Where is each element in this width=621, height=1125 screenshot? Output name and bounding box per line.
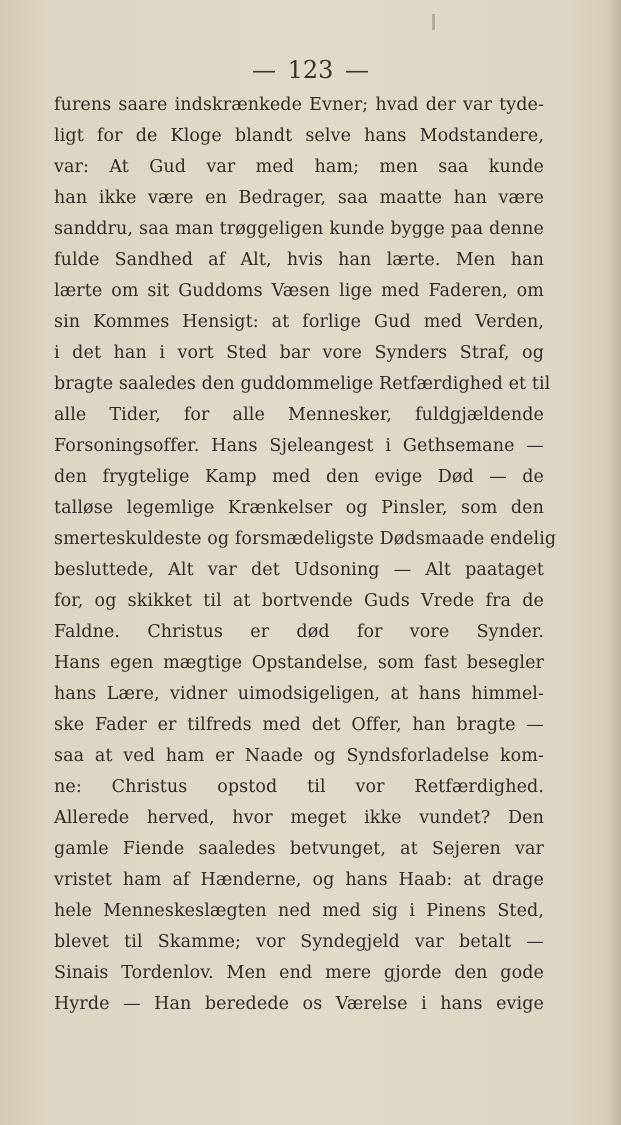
ink-mark [432, 14, 435, 30]
text-line: bragte saaledes den guddommelige Retfærdighed et til [54, 374, 551, 394]
text-line: sin Kommes Hensigt: at forlige Gud med Verden, [54, 312, 544, 332]
text-line: han ikke være en Bedrager, saa maatte han være [54, 188, 544, 208]
text-line: smerteskuldeste og forsmædeligste Dødsmaade endelig [54, 529, 557, 549]
text-line: Faldne. Christus er død for vore Synder. [54, 622, 544, 642]
text-line: Allerede herved, hvor meget ikke vundet? Den [54, 808, 544, 828]
text-line: saa at ved ham er Naade og Syndsforladelse kom- [54, 746, 544, 766]
text-line: Hyrde — Han beredede os Værelse i hans evige [54, 994, 544, 1014]
page-number [0, 56, 621, 84]
text-line: ne: Christus opstod til vor Retfærdighed. [54, 777, 544, 797]
text-line: besluttede, Alt var det Udsoning — Alt paataget [54, 560, 544, 580]
text-line: lærte om sit Guddoms Væsen lige med Faderen, om [54, 281, 544, 301]
text-line: Sinais Tordenlov. Men end mere gjorde den gode [54, 963, 544, 983]
text-line: blevet til Skamme; vor Syndegjeld var betalt — [54, 932, 544, 952]
text-line: gamle Fiende saaledes betvunget, at Sejeren var [54, 839, 544, 859]
page-number-value: 123 [287, 56, 334, 84]
text-line: ske Fader er tilfreds med det Offer, han bragte — [54, 715, 544, 735]
page-edge-shadow [607, 0, 621, 1125]
page-number-dash-right: — [345, 56, 370, 84]
text-line: Forsoningsoffer. Hans Sjeleangest i Gethsemane — [54, 436, 544, 456]
text-line: furens saare indskrænkede Evner; hvad der var tyde- [54, 95, 544, 115]
page-number-dash-left: — [251, 56, 276, 84]
text-line: vristet ham af Hænderne, og hans Haab: at drage [54, 870, 544, 890]
text-line: den frygtelige Kamp med den evige Død — de [54, 467, 544, 487]
text-line: alle Tider, for alle Mennesker, fuldgjældende [54, 405, 544, 425]
text-line: Hans egen mægtige Opstandelse, som fast besegler [54, 653, 544, 673]
text-line: hele Menneskeslægten ned med sig i Pinens Sted, [54, 901, 544, 921]
text-line: i det han i vort Sted bar vore Synders Straf, og [54, 343, 544, 363]
text-line: var: At Gud var med ham; men saa kunde [54, 157, 544, 177]
text-line: ligt for de Kloge blandt selve hans Modstandere, [54, 126, 544, 146]
text-line: hans Lære, vidner uimodsigeligen, at hans himmel- [54, 684, 544, 704]
text-line: talløse legemlige Krænkelser og Pinsler, som den [54, 498, 544, 518]
body-text [54, 90, 557, 1020]
text-line: for, og skikket til at bortvende Guds Vrede fra de [54, 591, 544, 611]
text-line: sanddru, saa man trøggeligen kunde bygge paa denne [54, 219, 544, 239]
text-line: fulde Sandhed af Alt, hvis han lærte. Men han [54, 250, 544, 270]
